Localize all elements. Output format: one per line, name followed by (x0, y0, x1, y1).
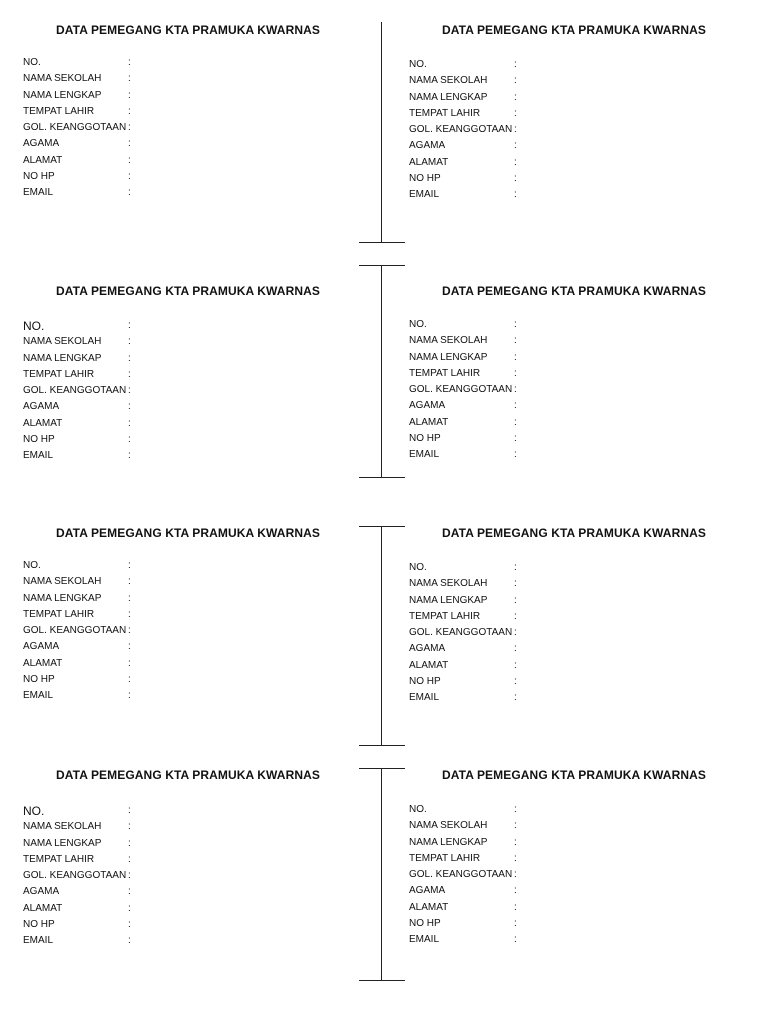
card-title: DATA PEMEGANG KTA PRAMUKA KWARNAS (442, 526, 706, 540)
field-row-nama-sekolah (23, 334, 393, 350)
field-row-tempat-lahir (23, 852, 393, 868)
field-separator: : (128, 919, 131, 931)
field-label: TEMPAT LAHIR (409, 367, 481, 379)
cut-line-horizontal (359, 242, 405, 243)
field-label: NAMA SEKOLAH (409, 75, 488, 87)
field-row-nama-lengkap (409, 835, 768, 851)
field-row-gol-keanggotaan (409, 625, 768, 641)
field-separator: : (514, 885, 517, 897)
field-separator: : (514, 627, 517, 639)
field-label: AGAMA (23, 401, 60, 413)
field-separator: : (128, 935, 131, 947)
field-row-no-hp (409, 674, 768, 690)
field-list (409, 560, 768, 707)
field-separator: : (128, 576, 131, 588)
field-separator: : (514, 335, 517, 347)
field-separator: : (128, 352, 131, 364)
field-list (409, 802, 768, 949)
field-separator: : (128, 57, 131, 68)
field-row-alamat (409, 658, 768, 674)
field-row-tempat-lahir (409, 851, 768, 867)
field-separator: : (128, 886, 131, 898)
field-separator: : (514, 351, 517, 363)
field-separator: : (514, 610, 517, 622)
field-row-nama-lengkap (409, 593, 768, 609)
field-label: TEMPAT LAHIR (23, 853, 95, 865)
field-label: NAMA LENGKAP (23, 837, 102, 849)
field-row-tempat-lahir (23, 607, 393, 623)
field-label: GOL. KEANGGOTAAN (409, 869, 513, 881)
field-label: EMAIL (409, 449, 440, 461)
field-row-email (409, 932, 768, 948)
cut-line-horizontal (359, 477, 405, 478)
field-separator: : (128, 625, 131, 637)
field-separator: : (128, 870, 131, 882)
field-label: ALAMAT (409, 416, 449, 428)
field-separator: : (128, 560, 131, 571)
field-row-no (23, 803, 393, 819)
field-row-tempat-lahir (409, 366, 768, 382)
field-label: ALAMAT (23, 657, 63, 669)
card-title: DATA PEMEGANG KTA PRAMUKA KWARNAS (56, 526, 320, 540)
field-separator: : (514, 804, 517, 815)
field-separator: : (128, 73, 131, 85)
field-separator: : (514, 676, 517, 688)
field-label: NO HP (23, 434, 55, 446)
field-row-nama-lengkap (23, 591, 393, 607)
field-row-nama-sekolah (23, 71, 393, 87)
field-separator: : (514, 901, 517, 913)
field-label: NAMA SEKOLAH (409, 335, 488, 347)
field-row-nama-lengkap (23, 836, 393, 852)
field-label: NO. (23, 57, 41, 68)
field-row-tempat-lahir (23, 367, 393, 383)
field-separator: : (128, 608, 131, 620)
field-row-agama (409, 641, 768, 657)
field-separator: : (128, 674, 131, 686)
field-separator: : (514, 319, 517, 330)
field-separator: : (128, 336, 131, 348)
field-label: TEMPAT LAHIR (23, 608, 95, 620)
field-row-tempat-lahir (23, 104, 393, 120)
field-row-gol-keanggotaan (23, 120, 393, 136)
field-row-alamat (23, 416, 393, 432)
field-row-email (409, 447, 768, 463)
field-label: GOL. KEANGGOTAAN (409, 124, 513, 136)
field-label: NAMA SEKOLAH (23, 576, 102, 588)
field-row-agama (409, 883, 768, 899)
field-separator: : (514, 594, 517, 606)
field-label: NO. (23, 319, 45, 333)
field-separator: : (128, 187, 131, 199)
field-row-email (409, 690, 768, 706)
field-label: AGAMA (409, 643, 446, 655)
field-list (409, 317, 768, 464)
field-label: NO HP (409, 173, 441, 185)
field-row-no (23, 318, 393, 334)
field-row-gol-keanggotaan (23, 623, 393, 639)
field-row-nama-sekolah (409, 73, 768, 89)
field-row-email (23, 185, 393, 201)
field-label: NO. (409, 319, 427, 330)
field-label: NAMA LENGKAP (409, 836, 488, 848)
field-row-email (23, 688, 393, 704)
field-label: NAMA LENGKAP (23, 352, 102, 364)
field-row-agama (23, 884, 393, 900)
field-label: NAMA SEKOLAH (23, 821, 102, 833)
field-separator: : (128, 89, 131, 101)
cut-line-horizontal (359, 980, 405, 981)
card-title: DATA PEMEGANG KTA PRAMUKA KWARNAS (56, 768, 320, 782)
field-label: GOL. KEANGGOTAAN (23, 870, 127, 882)
field-label: ALAMAT (23, 902, 63, 914)
field-row-gol-keanggotaan (23, 383, 393, 399)
field-label: TEMPAT LAHIR (23, 105, 95, 117)
field-list (23, 55, 393, 202)
field-row-nama-lengkap (23, 88, 393, 104)
field-separator: : (128, 417, 131, 429)
field-label: AGAMA (409, 400, 446, 412)
field-separator: : (514, 107, 517, 119)
field-label: NO HP (23, 171, 55, 183)
field-separator: : (128, 434, 131, 446)
field-row-gol-keanggotaan (409, 382, 768, 398)
field-separator: : (128, 821, 131, 833)
field-row-gol-keanggotaan (409, 122, 768, 138)
field-label: AGAMA (23, 641, 60, 653)
field-row-no (409, 57, 768, 73)
field-row-tempat-lahir (409, 106, 768, 122)
field-row-gol-keanggotaan (409, 867, 768, 883)
field-row-agama (409, 398, 768, 414)
field-label: NAMA SEKOLAH (23, 336, 102, 348)
field-label: ALAMAT (23, 154, 63, 166)
field-separator: : (514, 692, 517, 704)
field-row-no (23, 558, 393, 574)
field-row-nama-lengkap (409, 350, 768, 366)
field-separator: : (514, 820, 517, 832)
card-title: DATA PEMEGANG KTA PRAMUKA KWARNAS (442, 768, 706, 782)
field-separator: : (514, 659, 517, 671)
field-row-agama (23, 136, 393, 152)
field-row-no (409, 560, 768, 576)
field-row-alamat (23, 153, 393, 169)
field-label: TEMPAT LAHIR (409, 852, 481, 864)
field-row-nama-sekolah (409, 333, 768, 349)
field-row-agama (409, 138, 768, 154)
field-separator: : (514, 400, 517, 412)
field-row-no-hp (23, 917, 393, 933)
field-label: NO HP (409, 433, 441, 445)
field-label: EMAIL (409, 189, 440, 201)
field-separator: : (514, 75, 517, 87)
field-label: TEMPAT LAHIR (409, 107, 481, 119)
field-label: TEMPAT LAHIR (409, 610, 481, 622)
field-row-alamat (409, 415, 768, 431)
field-label: NAMA SEKOLAH (23, 73, 102, 85)
field-separator: : (514, 140, 517, 152)
field-separator: : (514, 59, 517, 70)
field-separator: : (128, 837, 131, 849)
field-label: AGAMA (409, 885, 446, 897)
field-separator: : (128, 105, 131, 117)
field-separator: : (514, 189, 517, 201)
field-label: TEMPAT LAHIR (23, 368, 95, 380)
field-label: GOL. KEANGGOTAAN (23, 625, 127, 637)
field-label: NO. (23, 804, 45, 818)
field-row-no-hp (409, 431, 768, 447)
field-label: AGAMA (23, 138, 60, 150)
field-list (23, 558, 393, 705)
field-label: NO. (409, 59, 427, 70)
field-row-nama-lengkap (409, 90, 768, 106)
field-separator: : (514, 124, 517, 136)
field-label: NO. (23, 560, 41, 571)
field-row-no (23, 55, 393, 71)
card-title: DATA PEMEGANG KTA PRAMUKA KWARNAS (442, 23, 706, 37)
field-label: NAMA LENGKAP (23, 592, 102, 604)
field-row-no-hp (409, 171, 768, 187)
field-separator: : (128, 401, 131, 413)
field-label: NO. (409, 804, 427, 815)
field-label: EMAIL (23, 935, 54, 947)
field-row-alamat (23, 656, 393, 672)
card-title: DATA PEMEGANG KTA PRAMUKA KWARNAS (442, 284, 706, 298)
field-separator: : (514, 869, 517, 881)
field-separator: : (514, 173, 517, 185)
field-label: NO HP (409, 676, 441, 688)
field-row-agama (23, 639, 393, 655)
field-label: GOL. KEANGGOTAAN (23, 385, 127, 397)
field-label: NAMA LENGKAP (23, 89, 102, 101)
field-label: AGAMA (409, 140, 446, 152)
field-separator: : (128, 320, 131, 331)
field-label: NO HP (23, 919, 55, 931)
field-label: GOL. KEANGGOTAAN (23, 122, 127, 134)
field-separator: : (514, 433, 517, 445)
field-separator: : (128, 450, 131, 462)
field-row-no (409, 802, 768, 818)
field-separator: : (514, 852, 517, 864)
field-separator: : (128, 690, 131, 702)
field-list (23, 803, 393, 950)
field-separator: : (514, 91, 517, 103)
cut-line-horizontal (359, 745, 405, 746)
field-row-nama-sekolah (409, 818, 768, 834)
field-separator: : (128, 592, 131, 604)
field-row-nama-sekolah (409, 576, 768, 592)
field-separator: : (514, 156, 517, 168)
field-label: GOL. KEANGGOTAAN (409, 384, 513, 396)
field-separator: : (128, 171, 131, 183)
field-separator: : (514, 449, 517, 461)
field-label: ALAMAT (409, 156, 449, 168)
field-separator: : (514, 918, 517, 930)
field-label: EMAIL (409, 934, 440, 946)
field-label: NO. (409, 562, 427, 573)
field-row-alamat (409, 155, 768, 171)
field-separator: : (128, 368, 131, 380)
field-separator: : (128, 122, 131, 134)
field-label: EMAIL (23, 450, 54, 462)
field-label: NAMA LENGKAP (409, 351, 488, 363)
field-separator: : (514, 384, 517, 396)
field-separator: : (514, 578, 517, 590)
field-separator: : (128, 641, 131, 653)
field-label: NO HP (409, 918, 441, 930)
field-row-alamat (23, 901, 393, 917)
field-row-alamat (409, 900, 768, 916)
field-separator: : (128, 385, 131, 397)
field-row-gol-keanggotaan (23, 868, 393, 884)
card-title: DATA PEMEGANG KTA PRAMUKA KWARNAS (56, 284, 320, 298)
field-separator: : (514, 562, 517, 573)
field-row-tempat-lahir (409, 609, 768, 625)
field-separator: : (514, 367, 517, 379)
field-row-email (23, 933, 393, 949)
field-list (23, 318, 393, 465)
cut-line-horizontal (359, 265, 405, 266)
field-separator: : (128, 853, 131, 865)
field-row-agama (23, 399, 393, 415)
field-row-no-hp (23, 672, 393, 688)
field-separator: : (128, 154, 131, 166)
field-row-email (409, 187, 768, 203)
field-label: EMAIL (409, 692, 440, 704)
field-label: ALAMAT (409, 901, 449, 913)
field-label: EMAIL (23, 690, 54, 702)
field-separator: : (514, 643, 517, 655)
field-separator: : (128, 805, 131, 816)
field-separator: : (514, 836, 517, 848)
field-label: NAMA SEKOLAH (409, 820, 488, 832)
field-separator: : (128, 902, 131, 914)
field-separator: : (128, 657, 131, 669)
field-label: EMAIL (23, 187, 54, 199)
field-label: ALAMAT (409, 659, 449, 671)
field-separator: : (128, 138, 131, 150)
field-label: NAMA SEKOLAH (409, 578, 488, 590)
field-row-nama-sekolah (23, 574, 393, 590)
field-label: AGAMA (23, 886, 60, 898)
field-label: GOL. KEANGGOTAAN (409, 627, 513, 639)
field-separator: : (514, 934, 517, 946)
field-separator: : (514, 416, 517, 428)
field-row-no-hp (409, 916, 768, 932)
field-label: NAMA LENGKAP (409, 91, 488, 103)
field-row-no-hp (23, 169, 393, 185)
field-row-nama-lengkap (23, 351, 393, 367)
field-label: NAMA LENGKAP (409, 594, 488, 606)
field-row-nama-sekolah (23, 819, 393, 835)
field-label: ALAMAT (23, 417, 63, 429)
field-row-no (409, 317, 768, 333)
field-row-email (23, 448, 393, 464)
field-row-no-hp (23, 432, 393, 448)
field-list (409, 57, 768, 204)
card-title: DATA PEMEGANG KTA PRAMUKA KWARNAS (56, 23, 320, 37)
field-label: NO HP (23, 674, 55, 686)
